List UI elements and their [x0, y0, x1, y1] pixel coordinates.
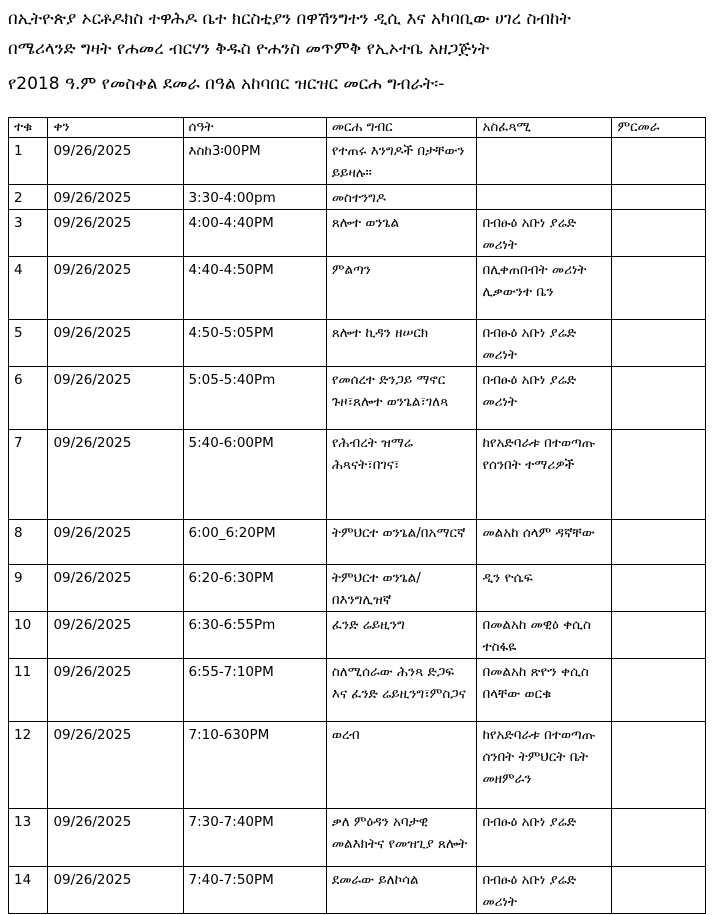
table-row: [9, 367, 706, 430]
header-program: መርሐ ግብር: [326, 118, 477, 138]
row-organizer-cell: መልአከ ሰላም ዳኛቸው: [477, 520, 612, 565]
row-date-cell: 09/26/2025: [48, 430, 183, 520]
row-date-cell: 09/26/2025: [48, 185, 183, 210]
row-number-cell: 11: [9, 659, 48, 722]
table-row: [9, 320, 706, 367]
row-remark-cell: [612, 185, 706, 210]
row-organizer-cell: ከየአድባራቱ በተወጣጡ የሰንበት ተማሪዎች: [477, 430, 612, 520]
row-program-cell: የመሰረተ ድንጋይ ማኖር ጉዞ፣ጸሎተ ወንጌል፣ገለጻ: [326, 367, 477, 430]
row-date-cell: 09/26/2025: [48, 257, 183, 320]
table-row: [9, 138, 706, 185]
row-time-cell: 6:00_6:20PM: [183, 520, 326, 565]
row-number-cell: 1: [9, 138, 48, 185]
row-date-cell: 09/26/2025: [48, 659, 183, 722]
row-remark-cell: [612, 809, 706, 867]
row-program-cell: ጸሎተ ኪዳን ዘሠርክ: [326, 320, 477, 367]
row-time-cell: 7:40-7:50PM: [183, 867, 326, 914]
document-header: [8, 4, 708, 64]
row-program-cell: ደመራው ይለኮሳል: [326, 867, 477, 914]
table-row: [9, 257, 706, 320]
row-date-cell: 09/26/2025: [48, 320, 183, 367]
row-program-cell: ስለሚሰራው ሕንጻ ድጋፍ እና ፈንድ ሬይዚንግ፣ምስጋና: [326, 659, 477, 722]
header-line-2: በሜሪላንድ ግዛት የሐመረ ብርሃን ቅዱስ ዮሐንስ መጥምቅ የኢኦተቤ አዘጋጅነት: [8, 39, 490, 59]
row-time-cell: 5:40-6:00PM: [183, 430, 326, 520]
row-number-cell: 8: [9, 520, 48, 565]
row-time-cell: 4:40-4:50PM: [183, 257, 326, 320]
table-row: [9, 867, 706, 914]
row-time-cell: 6:30-6:55Pm: [183, 612, 326, 659]
row-remark-cell: [612, 722, 706, 809]
schedule-table: [8, 117, 706, 914]
table-row: [9, 185, 706, 210]
row-date-cell: 09/26/2025: [48, 809, 183, 867]
row-number-cell: 6: [9, 367, 48, 430]
row-remark-cell: [612, 659, 706, 722]
header-line-1: በኢትዮጵያ ኦርቶዶክስ ተዋሕዶ ቤተ ክርስቲያን በዋሽንግተን ዲሲ እና አካባቢው ሀገረ ስብከት: [8, 9, 571, 29]
row-organizer-cell: በብፁዕ አቡነ ያሬድ መሪነት: [477, 867, 612, 914]
row-date-cell: 09/26/2025: [48, 722, 183, 809]
row-number-cell: 9: [9, 565, 48, 612]
row-number-cell: 2: [9, 185, 48, 210]
row-organizer-cell: [477, 185, 612, 210]
header-day: ቀን: [48, 118, 183, 138]
row-program-cell: ምልጣን: [326, 257, 477, 320]
row-time-cell: እስከ3፡00PM: [183, 138, 326, 185]
row-number-cell: 13: [9, 809, 48, 867]
row-organizer-cell: በሊቀጠበብት መሪነት ሊቃውንተ ቤን: [477, 257, 612, 320]
row-program-cell: ፈንድ ሬይዚንግ: [326, 612, 477, 659]
row-organizer-cell: በብፁዕ አቡነ ያሬድ: [477, 809, 612, 867]
row-time-cell: 6:20-6:30PM: [183, 565, 326, 612]
row-remark-cell: [612, 565, 706, 612]
row-number-cell: 5: [9, 320, 48, 367]
row-remark-cell: [612, 367, 706, 430]
table-row: [9, 809, 706, 867]
row-program-cell: ትምህርተ ወንጌል/በእንግሊዝኛ: [326, 565, 477, 612]
row-time-cell: 7:10-630PM: [183, 722, 326, 809]
row-remark-cell: [612, 320, 706, 367]
row-remark-cell: [612, 430, 706, 520]
row-program-cell: መስተንግዶ: [326, 185, 477, 210]
row-program-cell: ቃለ ምዕዳን አባታዊ መልእክትና የመዝጊያ ጸሎት: [326, 809, 477, 867]
row-remark-cell: [612, 612, 706, 659]
table-row: [9, 520, 706, 565]
row-date-cell: 09/26/2025: [48, 565, 183, 612]
row-time-cell: 7:30-7:40PM: [183, 809, 326, 867]
table-row: [9, 612, 706, 659]
table-row: [9, 430, 706, 520]
table-header-row: [9, 118, 706, 138]
row-time-cell: 5:05-5:40Pm: [183, 367, 326, 430]
document-subtitle: የ2018 ዓ.ም የመስቀል ደመራ በዓል አከባበር ዝርዝር መርሐ ግብራት፡-: [8, 74, 445, 94]
row-date-cell: 09/26/2025: [48, 867, 183, 914]
row-date-cell: 09/26/2025: [48, 138, 183, 185]
row-remark-cell: [612, 520, 706, 565]
row-number-cell: 12: [9, 722, 48, 809]
row-remark-cell: [612, 210, 706, 257]
table-row: [9, 659, 706, 722]
row-date-cell: 09/26/2025: [48, 520, 183, 565]
row-time-cell: 3:30-4:00pm: [183, 185, 326, 210]
row-organizer-cell: በብፁዕ አቡነ ያሬድ መሪነት: [477, 210, 612, 257]
row-organizer-cell: በመልአከ መዊዕ ቀሲስ ተስፋዬ: [477, 612, 612, 659]
header-organizer: አስፈጻሚ: [477, 118, 612, 138]
row-program-cell: ጸሎተ ወንጌል: [326, 210, 477, 257]
row-date-cell: 09/26/2025: [48, 367, 183, 430]
table-row: [9, 722, 706, 809]
table-body: [9, 138, 706, 914]
row-program-cell: ወረብ: [326, 722, 477, 809]
row-number-cell: 14: [9, 867, 48, 914]
row-organizer-cell: በብፁዕ አቡነ ያሬድ መሪነት: [477, 320, 612, 367]
row-remark-cell: [612, 257, 706, 320]
row-organizer-cell: ከየአድባራቱ በተወጣጡ ሰንበት ትምህርት ቤት መዘምራን: [477, 722, 612, 809]
row-number-cell: 10: [9, 612, 48, 659]
row-number-cell: 7: [9, 430, 48, 520]
row-organizer-cell: [477, 138, 612, 185]
row-time-cell: 4:00-4:40PM: [183, 210, 326, 257]
row-program-cell: ትምህርተ ወንጌል/በአማርኛ: [326, 520, 477, 565]
table-row: [9, 565, 706, 612]
row-organizer-cell: በመልአከ ጽዮን ቀሲስ በላቸው ወርቁ: [477, 659, 612, 722]
row-number-cell: 4: [9, 257, 48, 320]
row-remark-cell: [612, 867, 706, 914]
row-remark-cell: [612, 138, 706, 185]
row-time-cell: 6:55-7:10PM: [183, 659, 326, 722]
row-program-cell: የተጠሩ እንግዶች በታቸውን ይይዛሉ።: [326, 138, 477, 185]
row-time-cell: 4:50-5:05PM: [183, 320, 326, 367]
row-date-cell: 09/26/2025: [48, 612, 183, 659]
header-time: ሰዓት: [183, 118, 326, 138]
row-organizer-cell: በብፁዕ አቡነ ያሬድ መሪነት: [477, 367, 612, 430]
row-date-cell: 09/26/2025: [48, 210, 183, 257]
row-number-cell: 3: [9, 210, 48, 257]
header-remark: ምርመራ: [612, 118, 706, 138]
row-program-cell: የሕብረት ዝማሬ ሕጻናት፣በገና፣: [326, 430, 477, 520]
row-organizer-cell: ዲን ዮሴፍ: [477, 565, 612, 612]
table-row: [9, 210, 706, 257]
header-number: ተቁ: [9, 118, 48, 138]
